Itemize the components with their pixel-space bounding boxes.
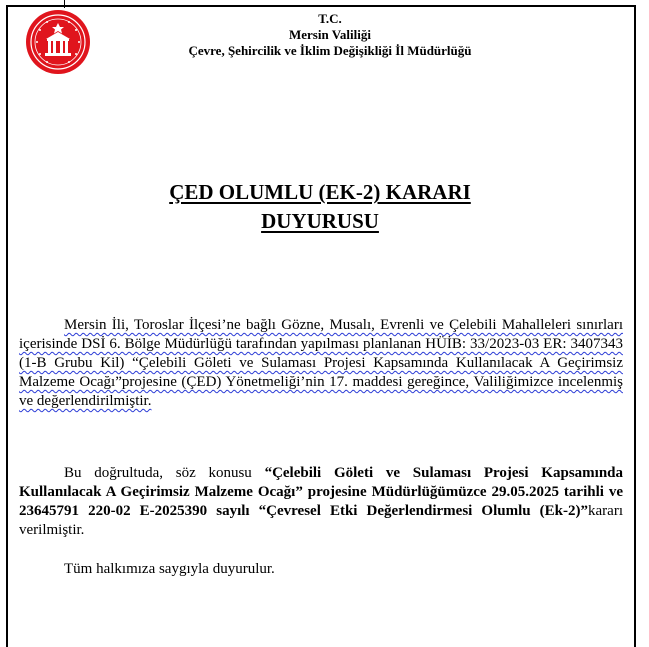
mersin-valiligi-seal-icon <box>25 9 91 75</box>
letterhead <box>110 11 550 59</box>
paragraph-2-intro: Bu doğrultuda, söz konusu <box>64 465 265 481</box>
header-line-valilik: Mersin Valiliği <box>289 27 371 42</box>
decision-reference: Müdürlüğümüzce 29.05.2025 tarihli ve 23645791 220-02 E-2025390 sayılı “Çevresel Etki Değerlendirmesi Olumlu (Ek-2)” <box>19 484 623 519</box>
paragraph-1-text: Mersin İli, Toroslar İlçesi’ne bağlı Gözne, Musalı, Evrenli ve Çelebili Mahalleleri sınırları içerisinde DSİ 6. Bölge Müdürlüğü tarafından yapılması planlanan HÜİB: 33/2023-03 ER: 3407343 (1-B Grubu Kil) “Çelebili Göleti ve Sulaması Projesi Kapsamında Kullanılacak A Geçirimsiz Malzeme Ocağı”projesine (ÇED) Yönetmeliği’nin 17. maddesi gereğince, Valiliğimizce incelenmiş ve değerlendirilmiştir. <box>19 317 623 409</box>
project-name: “Çelebili Göleti ve Sulaması Projesi Kapsamında Kullanılacak A Geçirimsiz Malzeme Ocağı” <box>19 465 624 500</box>
header-line-mudurluk: Çevre, Şehircilik ve İklim Değişikliği İl Müdürlüğü <box>188 43 472 58</box>
frame-mark <box>64 0 65 8</box>
paragraph-2-ending: kararı verilmiştir. <box>19 503 623 538</box>
paragraph-3 <box>19 560 623 579</box>
paragraph-1 <box>19 316 623 411</box>
title-line-1: ÇED OLUMLU (EK-2) KARARI <box>169 180 471 204</box>
closing-text: Tüm halkımıza saygıyla duyurulur. <box>64 561 275 577</box>
document-title <box>80 178 560 236</box>
title-line-2: DUYURUSU <box>261 209 379 233</box>
header-line-tc: T.C. <box>318 11 342 26</box>
paragraph-2-connector: projesine <box>302 484 372 500</box>
paragraph-2 <box>19 464 623 540</box>
